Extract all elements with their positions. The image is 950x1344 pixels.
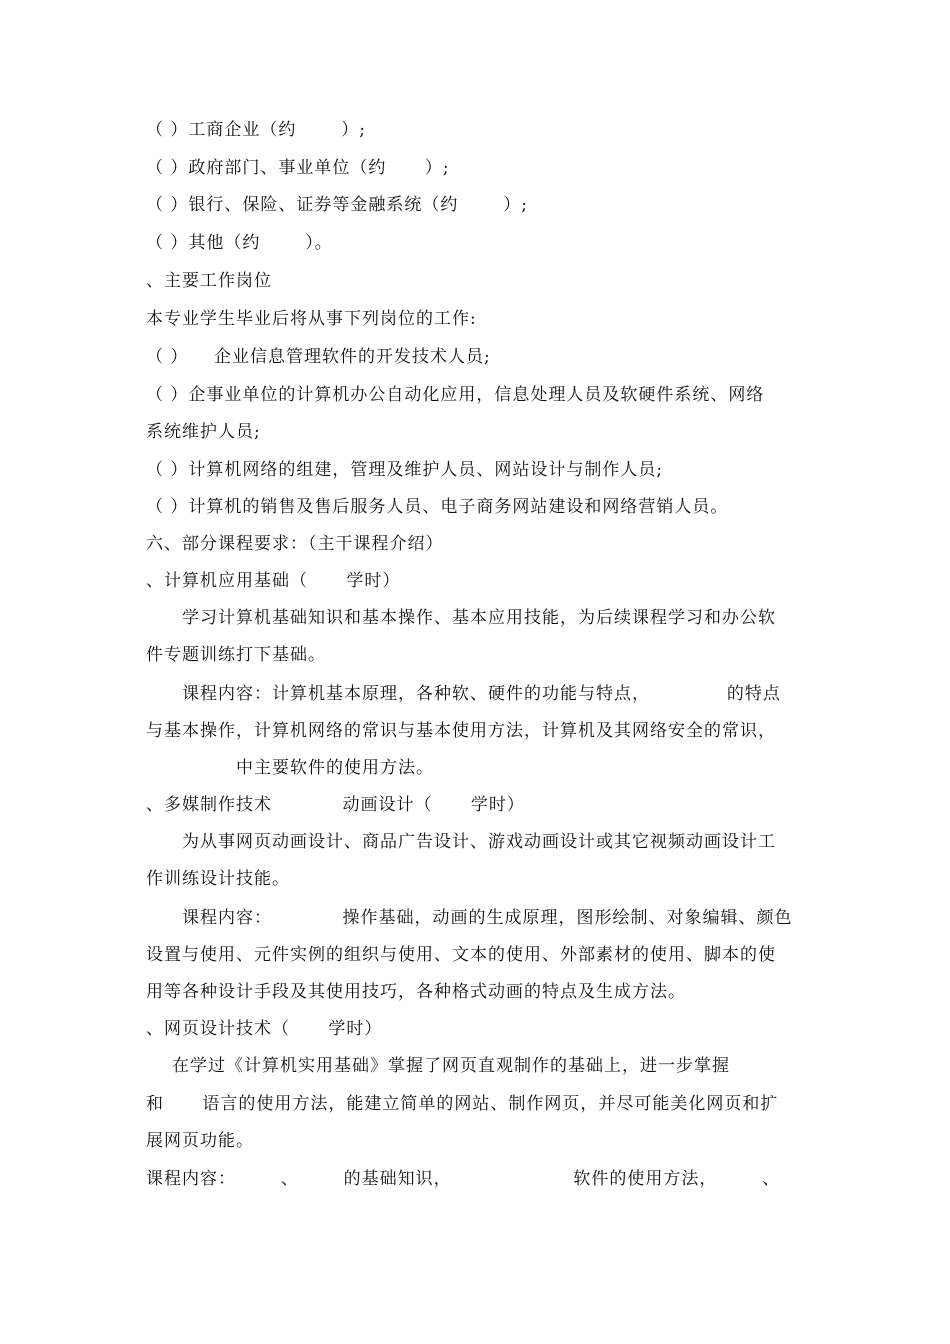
web-content-line-1: 课程内容： 、 的基础知识， 软件的使用方法， 、: [146, 1169, 781, 1189]
paragraph-intro: 本专业学生毕业后将从事下列岗位的工作:: [146, 309, 477, 329]
position-item-2-cont: 系统维护人员;: [146, 422, 261, 442]
course-desc-line-1: 学习计算机基础知识和基本操作、基本应用技能，为后续课程学习和办公软: [182, 608, 776, 628]
section-heading-positions: 、主要工作岗位: [146, 271, 272, 291]
option-other: （ ）其他（约 ）。: [146, 233, 333, 253]
course-content-line-2: 与基本操作，计算机网络的常识与基本使用方法，计算机及其网络安全的常识，: [146, 721, 776, 741]
web-desc-line-2: 和 语言的使用方法，能建立简单的网站、制作网页，并尽可能美化网页和扩: [146, 1094, 779, 1114]
web-desc-line-3: 展网页功能。: [146, 1131, 254, 1151]
course-heading-computer-basics: 、计算机应用基础（ 学时）: [146, 571, 401, 591]
option-industry-enterprise: （ ）工商企业（约 ）;: [146, 120, 366, 140]
course-content-line-3: 中主要软件的使用方法。: [236, 758, 434, 778]
multimedia-content-line-3: 用等各种设计手段及其使用技巧，各种格式动画的特点及生成方法。: [146, 982, 686, 1002]
multimedia-desc-line-1: 为从事网页动画设计、商品广告设计、游戏动画设计或其它视频动画设计工: [182, 832, 776, 852]
section-heading-courses: 六、部分课程要求：（主干课程介绍）: [146, 534, 444, 554]
multimedia-desc-line-2: 作训练设计技能。: [146, 869, 290, 889]
option-finance: （ ）银行、保险、证券等金融系统（约 ）;: [146, 195, 528, 215]
course-heading-multimedia: 、多媒制作技术 动画设计（ 学时）: [146, 795, 525, 815]
course-heading-web-design: 、网页设计技术（ 学时）: [146, 1019, 383, 1039]
course-desc-line-2: 件专题训练打下基础。: [146, 645, 326, 665]
position-item-1: （ ） 企业信息管理软件的开发技术人员;: [146, 347, 491, 367]
web-desc-line-1: 在学过《计算机实用基础》掌握了网页直观制作的基础上，进一步掌握: [172, 1056, 730, 1076]
multimedia-content-line-1: 课程内容： 操作基础，动画的生成原理，图形绘制、对象编辑、颜色: [182, 908, 793, 928]
position-item-4: （ ）计算机的销售及售后服务人员、电子商务网站建设和网络营销人员。: [146, 497, 729, 517]
multimedia-content-line-2: 设置与使用、元件实例的组织与使用、文本的使用、外部素材的使用、脚本的使: [146, 945, 776, 965]
course-content-line-1: 课程内容：计算机基本原理，各种软、硬件的功能与特点， 的特点: [182, 684, 781, 704]
position-item-2: （ ）企事业单位的计算机办公自动化应用，信息处理人员及软硬件系统、网络: [146, 385, 765, 405]
position-item-3: （ ）计算机网络的组建，管理及维护人员、网站设计与制作人员;: [146, 460, 664, 480]
option-government: （ ）政府部门、事业单位（约 ）;: [146, 158, 450, 178]
